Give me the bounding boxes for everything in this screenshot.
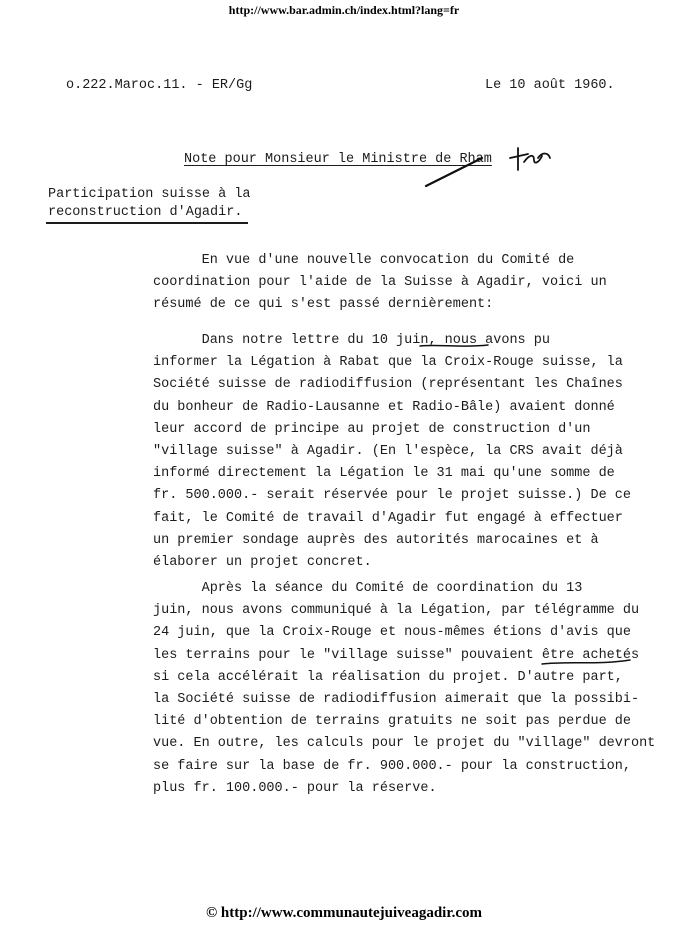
paragraph-line: un premier sondage auprès des autorités marocaines et à: [153, 532, 599, 548]
paragraph-line: résumé de ce qui s'est passé dernièrement:: [153, 297, 494, 313]
pen-underline-10-juin: [418, 342, 490, 350]
paragraph-line: du bonheur de Radio-Lausanne et Radio-Bâle) avaient donné: [153, 399, 615, 415]
paragraph-line: Après la séance du Comité de coordination du 13: [153, 581, 583, 596]
paragraph-line: les terrains pour le "village suisse" pouvaient être achetés: [153, 647, 640, 663]
subject-block: [48, 186, 251, 222]
subject-line-2: reconstruction d'Agadir.: [48, 205, 243, 220]
paragraph-line: si cela accélérait la réalisation du projet. D'autre part,: [153, 669, 623, 685]
paragraph-line: En vue d'une nouvelle convocation du Comité de: [153, 253, 575, 268]
paragraph-line: fr. 500.000.- serait réservée pour le projet suisse.) De ce: [153, 488, 631, 504]
paragraph-line: Dans notre lettre du 10 juin, nous avons pu: [153, 333, 550, 348]
paragraph-line: fait, le Comité de travail d'Agadir fut engagé à effectuer: [153, 510, 623, 526]
paragraph-line: lité d'obtention de terrains gratuits ne soit pas perdue de: [153, 714, 631, 730]
paragraph-line: Société suisse de radiodiffusion (représentant les Chaînes: [153, 377, 623, 393]
handwritten-initials-mark: [420, 128, 560, 198]
paragraph-line: se faire sur la base de fr. 900.000.- pour la construction,: [153, 758, 631, 774]
paragraph-line: plus fr. 100.000.- pour la réserve.: [153, 780, 437, 796]
note-title: Note pour Monsieur le Ministre de Rham: [184, 152, 492, 167]
paragraph-line: "village suisse" à Agadir. (En l'espèce, la CRS avait déjà: [153, 444, 623, 460]
paragraph-line: coordination pour l'aide de la Suisse à Agadir, voici un: [153, 275, 607, 291]
paragraph-line: élaborer un projet concret.: [153, 555, 372, 571]
website-credit: © http://www.communautejuiveagadir.com: [205, 905, 483, 921]
paragraph-line: leur accord de principe au projet de construction d'un: [153, 421, 591, 437]
paragraph-line: informer la Légation à Rabat que la Croix-Rouge suisse, la: [153, 355, 623, 371]
paragraph-line: la Société suisse de radiodiffusion aimerait que la possibi-: [153, 692, 640, 708]
paragraph-coordination-meeting: [153, 578, 655, 800]
paragraph-line: vue. En outre, les calculs pour le projet du "village" devront: [153, 736, 656, 752]
subject-underline: [46, 222, 248, 224]
pen-underline-achetes: [540, 658, 632, 668]
paragraph-line: juin, nous avons communiqué à la Légation, par télégramme du: [153, 603, 640, 619]
letter-date: Le 10 août 1960.: [485, 78, 615, 93]
paragraph-letter-june-10: [153, 330, 631, 574]
file-reference: o.222.Maroc.11. - ER/Gg: [66, 78, 253, 93]
paragraph-line: informé directement la Légation le 31 mai qu'une somme de: [153, 466, 615, 482]
subject-line-1: Participation suisse à la: [48, 187, 251, 202]
archive-source-url: http://www.bar.admin.ch/index.html?lang=fr: [228, 3, 460, 17]
paragraph-intro: [153, 250, 607, 317]
paragraph-line: 24 juin, que la Croix-Rouge et nous-mêmes étions d'avis que: [153, 625, 631, 641]
